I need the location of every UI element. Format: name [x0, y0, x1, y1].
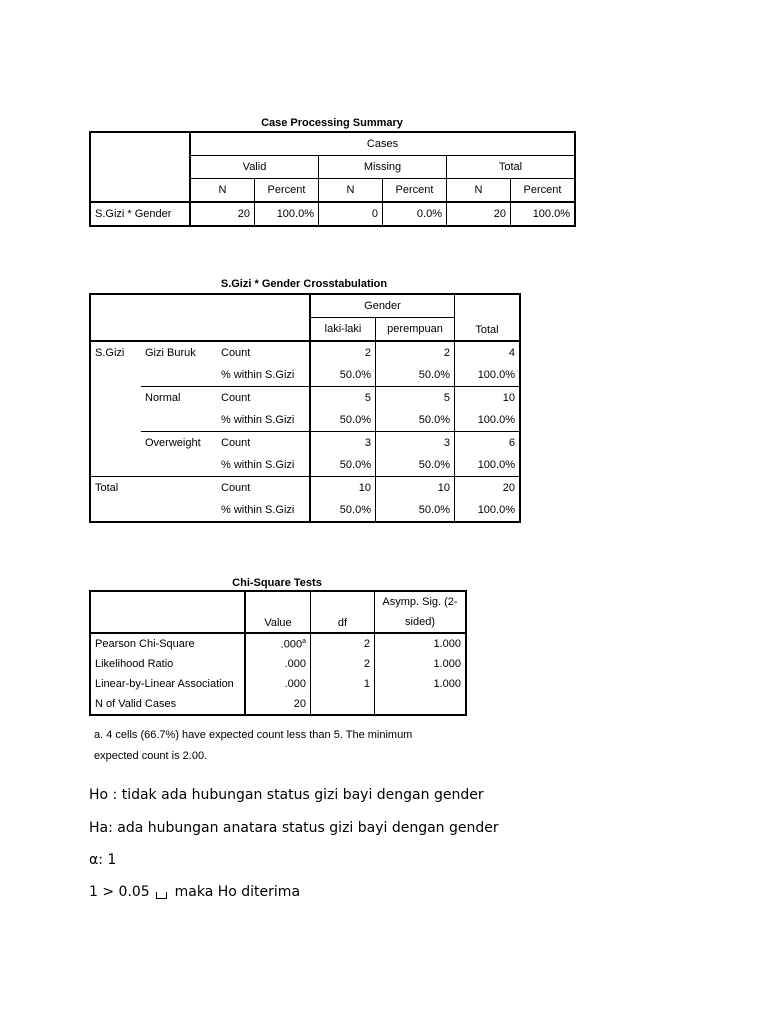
- df-header: df: [311, 591, 375, 633]
- cell: 1.000: [433, 658, 461, 670]
- value-header: Value: [245, 591, 311, 633]
- cell: 100.0%: [477, 369, 515, 381]
- pct-label: % within S.Gizi: [217, 409, 310, 432]
- total-row-label: Total: [90, 477, 217, 523]
- row-label: S.Gizi * Gender: [90, 202, 190, 226]
- cell: 2: [311, 633, 375, 654]
- cell: 10: [455, 387, 521, 410]
- row-label: Pearson Chi-Square: [90, 633, 245, 654]
- row-label: Likelihood Ratio: [90, 654, 245, 674]
- cell: 2: [311, 654, 375, 674]
- count-label: Count: [217, 432, 310, 455]
- cell: 4: [508, 347, 515, 359]
- cell: 100.0%: [255, 202, 319, 226]
- cell: 50.0%: [310, 364, 376, 387]
- cell: 100.0%: [511, 202, 576, 226]
- row-label-gizi-buruk: Gizi Buruk: [145, 347, 196, 359]
- crosstab-table: [89, 293, 521, 523]
- cell: 50.0%: [376, 499, 455, 522]
- cell: 50.0%: [376, 364, 455, 387]
- laki-laki-header: laki-laki: [310, 318, 376, 342]
- row-label-normal: Normal: [141, 387, 217, 432]
- count-label: Count: [217, 341, 310, 364]
- ha-text: Ha: ada hubungan anatara status gizi bayi dengan gender: [89, 820, 499, 836]
- pct-label: % within S.Gizi: [217, 364, 310, 387]
- n-header: N: [319, 179, 383, 203]
- chi-square-table: [89, 590, 467, 716]
- pct-label: % within S.Gizi: [217, 454, 310, 477]
- cell: 10: [310, 477, 376, 500]
- row-label: Linear-by-Linear Association: [90, 674, 245, 694]
- cell: 50.0%: [376, 409, 455, 432]
- cell: .000$^a$: [245, 633, 311, 654]
- cell: 1.000: [433, 638, 461, 650]
- cell: 6: [455, 432, 521, 455]
- cell: 100.0%: [477, 504, 515, 516]
- header-blank: [90, 591, 245, 633]
- row-label-overweight: Overweight: [141, 432, 217, 477]
- percent-header: Percent: [383, 179, 447, 203]
- cases-header: Cases: [190, 132, 575, 156]
- conclusion-left: 1 > 0.05: [89, 884, 150, 900]
- pct-label: % within S.Gizi: [217, 499, 310, 522]
- cell: 50.0%: [310, 499, 376, 522]
- row-label: N of Valid Cases: [90, 694, 245, 715]
- cell: 1: [311, 674, 375, 694]
- cell: .000: [245, 674, 311, 694]
- cell: 1.000: [433, 678, 461, 690]
- cell: 20: [447, 202, 511, 226]
- alpha-text: α: 1: [89, 852, 117, 868]
- chi-title: Chi-Square Tests: [232, 577, 322, 589]
- percent-header: Percent: [255, 179, 319, 203]
- count-label: Count: [217, 477, 310, 500]
- percent-header: Percent: [511, 179, 576, 203]
- chi-footnote-line1: a. 4 cells (66.7%) have expected count less than 5. The minimum: [94, 729, 413, 741]
- cell: [375, 694, 467, 715]
- chi-footnote-line2: expected count is 2.00.: [94, 750, 208, 762]
- cell: 50.0%: [376, 454, 455, 477]
- count-label: Count: [217, 387, 310, 410]
- n-header: N: [190, 179, 255, 203]
- cell: 3: [376, 432, 455, 455]
- n-header: N: [447, 179, 511, 203]
- conclusion-text: [89, 884, 300, 900]
- ho-text: Ho : tidak ada hubungan status gizi bayi dengan gender: [89, 787, 484, 803]
- gender-header: Gender: [310, 294, 455, 318]
- total-col-header: Total: [455, 294, 521, 341]
- var-label: S.Gizi: [95, 347, 125, 359]
- cell: 20: [455, 477, 521, 500]
- cell: 3: [310, 432, 376, 455]
- cell: 0: [319, 202, 383, 226]
- sig-header-line1: Asymp. Sig. (2-: [382, 596, 458, 608]
- cell: 0.0%: [383, 202, 447, 226]
- cell: 5: [310, 387, 376, 410]
- cell: 50.0%: [310, 409, 376, 432]
- cell: 2: [376, 341, 455, 364]
- header-blank: [90, 132, 190, 202]
- sig-header-line2: sided): [375, 612, 467, 633]
- cell: 5: [376, 387, 455, 410]
- case-summary-table: [89, 131, 576, 227]
- cell: .000: [245, 654, 311, 674]
- total-header: Total: [447, 156, 576, 179]
- missing-header: Missing: [319, 156, 447, 179]
- header-blank: [90, 294, 310, 341]
- cell: 10: [376, 477, 455, 500]
- cell: 50.0%: [310, 454, 376, 477]
- crosstab-title: S.Gizi * Gender Crosstabulation: [220, 278, 388, 290]
- conclusion-right: maka Ho diterima: [174, 884, 301, 900]
- cell: 100.0%: [477, 459, 515, 471]
- implies-icon: [156, 892, 167, 899]
- valid-header: Valid: [190, 156, 319, 179]
- cell: 2: [310, 341, 376, 364]
- cell: [311, 694, 375, 715]
- cell: 100.0%: [477, 414, 515, 426]
- cell: 20: [245, 694, 311, 715]
- case-summary-title: Case Processing Summary: [261, 117, 403, 129]
- cell: 20: [190, 202, 255, 226]
- perempuan-header: perempuan: [376, 318, 455, 342]
